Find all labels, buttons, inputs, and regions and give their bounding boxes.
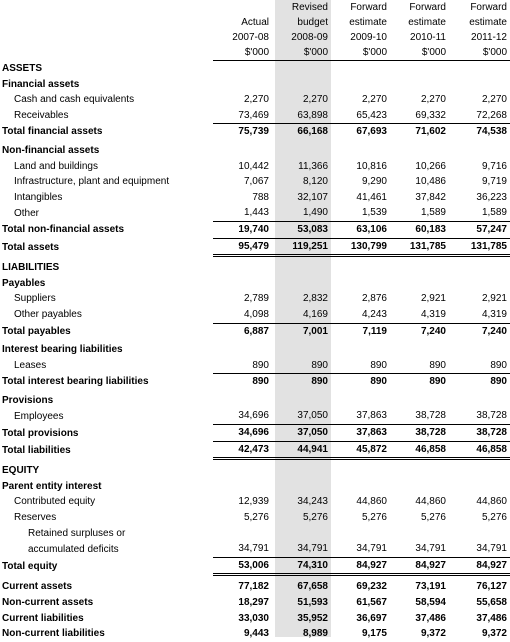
value-cell bbox=[331, 479, 390, 495]
table-row bbox=[0, 276, 510, 292]
value-cell: 7,001 bbox=[302, 325, 328, 337]
value-cell bbox=[272, 143, 331, 159]
value-cell: 7,240 bbox=[420, 325, 446, 337]
table-row bbox=[0, 494, 510, 510]
row-label: LIABILITIES bbox=[2, 262, 60, 274]
table-row bbox=[0, 425, 510, 442]
value-cell: 46,858 bbox=[449, 441, 510, 459]
value-cell: 38,728 bbox=[449, 408, 510, 424]
value-cell: 890 bbox=[429, 376, 446, 388]
value-cell: 63,106 bbox=[331, 221, 390, 238]
value-cell: 51,593 bbox=[297, 597, 328, 608]
value-cell: 10,816 bbox=[356, 160, 387, 172]
value-cell: 69,332 bbox=[390, 108, 449, 124]
table-row bbox=[0, 393, 510, 409]
value-cell: 4,319 bbox=[449, 307, 510, 323]
row-label: Total payables bbox=[2, 325, 71, 337]
value-cell: 76,127 bbox=[476, 581, 507, 593]
value-cell bbox=[449, 61, 510, 77]
table-row bbox=[0, 190, 510, 206]
table-row bbox=[0, 557, 510, 575]
value-cell bbox=[449, 393, 510, 409]
row-label: Total interest bearing liabilities bbox=[2, 376, 149, 388]
value-cell: 33,030 bbox=[238, 612, 269, 624]
value-cell: 4,243 bbox=[331, 307, 390, 323]
value-cell: 34,791 bbox=[449, 541, 510, 557]
row-label: EQUITY bbox=[2, 465, 40, 477]
value-cell: 44,860 bbox=[476, 496, 507, 508]
row-label: Retained surpluses or bbox=[28, 527, 126, 539]
value-cell bbox=[390, 463, 449, 479]
value-cell: 130,799 bbox=[331, 238, 390, 256]
header-cell: Actual bbox=[241, 17, 269, 28]
value-cell: 10,486 bbox=[415, 176, 446, 188]
value-cell: 75,739 bbox=[238, 126, 269, 138]
value-cell: 74,538 bbox=[476, 126, 507, 138]
table-row bbox=[0, 408, 510, 424]
header-cell: $'000 bbox=[331, 45, 390, 61]
value-cell bbox=[272, 61, 331, 77]
value-cell bbox=[272, 342, 331, 358]
header-cell: 2010-11 bbox=[410, 32, 446, 43]
header-cell: Revised bbox=[291, 2, 328, 13]
table-row bbox=[0, 124, 510, 140]
value-cell bbox=[449, 479, 510, 495]
value-cell bbox=[390, 61, 449, 77]
row-label: Employees bbox=[14, 410, 64, 422]
value-cell bbox=[213, 276, 272, 292]
table-row bbox=[0, 159, 510, 175]
value-cell: 73,191 bbox=[415, 581, 446, 593]
value-cell: 74,310 bbox=[272, 557, 331, 575]
value-cell bbox=[449, 463, 510, 479]
table-row bbox=[0, 205, 510, 221]
value-cell: 9,443 bbox=[243, 628, 269, 640]
value-cell bbox=[213, 479, 272, 495]
value-cell: 4,098 bbox=[213, 307, 272, 323]
value-cell bbox=[331, 143, 390, 159]
header-cell: estimate bbox=[469, 17, 507, 28]
header-cell: $'000 bbox=[272, 45, 331, 61]
value-cell bbox=[390, 393, 449, 409]
value-cell: 4,169 bbox=[272, 307, 331, 323]
table-row bbox=[0, 526, 510, 542]
row-label: Intangibles bbox=[14, 191, 63, 203]
value-cell: 9,719 bbox=[481, 176, 507, 188]
value-cell: 11,366 bbox=[298, 160, 328, 172]
value-cell: 9,716 bbox=[481, 160, 507, 172]
value-cell: 119,251 bbox=[272, 238, 331, 256]
value-cell bbox=[449, 143, 510, 159]
value-cell: 84,927 bbox=[390, 557, 449, 575]
value-cell: 10,442 bbox=[238, 160, 269, 172]
row-label: Receivables bbox=[14, 110, 69, 122]
value-cell bbox=[272, 260, 331, 276]
value-cell: 9,175 bbox=[361, 628, 387, 640]
table-row bbox=[0, 479, 510, 495]
value-cell: 890 bbox=[331, 358, 390, 374]
value-cell: 7,067 bbox=[243, 176, 269, 188]
value-cell: 7,240 bbox=[481, 325, 507, 337]
value-cell: 1,490 bbox=[272, 205, 331, 221]
value-cell: 890 bbox=[449, 358, 510, 374]
value-cell: 66,168 bbox=[297, 126, 328, 138]
value-cell: 45,872 bbox=[331, 441, 390, 459]
header-cell: estimate bbox=[408, 17, 446, 28]
row-label: Current liabilities bbox=[2, 612, 84, 624]
value-cell: 37,863 bbox=[331, 425, 390, 442]
table-row bbox=[0, 579, 510, 595]
row-label: Total financial assets bbox=[2, 126, 103, 138]
value-cell: 4,319 bbox=[390, 307, 449, 323]
value-cell bbox=[331, 260, 390, 276]
value-cell: 131,785 bbox=[390, 238, 449, 256]
row-label: Other payables bbox=[14, 309, 82, 321]
value-cell bbox=[272, 276, 331, 292]
header-row-2 bbox=[0, 15, 510, 30]
header-cell: Forward bbox=[350, 2, 387, 13]
row-label: Contributed equity bbox=[14, 496, 96, 508]
value-cell bbox=[213, 77, 272, 93]
row-label: accumulated deficits bbox=[28, 543, 119, 555]
value-cell: 9,290 bbox=[361, 176, 387, 188]
value-cell: 73,469 bbox=[213, 108, 272, 124]
row-label: Non-current liabilities bbox=[2, 628, 105, 640]
header-cell: estimate bbox=[349, 17, 387, 28]
table-row bbox=[0, 374, 510, 390]
value-cell bbox=[449, 526, 510, 542]
value-cell: 34,696 bbox=[213, 425, 272, 442]
value-cell bbox=[390, 479, 449, 495]
value-cell: 32,107 bbox=[297, 191, 328, 203]
value-cell: 36,697 bbox=[356, 612, 387, 624]
header-cell: 2008-09 bbox=[291, 32, 328, 43]
value-cell bbox=[449, 276, 510, 292]
row-label: Cash and cash equivalents bbox=[14, 94, 135, 106]
value-cell: 34,791 bbox=[213, 541, 272, 557]
value-cell: 7,119 bbox=[362, 325, 387, 337]
value-cell bbox=[331, 463, 390, 479]
value-cell: 37,863 bbox=[331, 408, 390, 424]
value-cell: 69,232 bbox=[356, 581, 387, 593]
table-row bbox=[0, 358, 510, 374]
table-row bbox=[0, 342, 510, 358]
row-label: Financial assets bbox=[2, 78, 80, 90]
value-cell: 38,728 bbox=[390, 425, 449, 442]
value-cell bbox=[390, 260, 449, 276]
table-row bbox=[0, 61, 510, 77]
row-label: Total equity bbox=[2, 561, 58, 573]
value-cell: 53,083 bbox=[272, 221, 331, 238]
value-cell: 44,860 bbox=[356, 496, 387, 508]
row-label: Total assets bbox=[2, 242, 60, 254]
row-label: Total provisions bbox=[2, 427, 79, 439]
value-cell: 72,268 bbox=[449, 108, 510, 124]
value-cell: 8,120 bbox=[302, 176, 328, 188]
header-cell: 2011-12 bbox=[471, 32, 507, 43]
value-cell: 60,183 bbox=[390, 221, 449, 238]
row-label: Other bbox=[14, 207, 40, 219]
row-label: Non-current assets bbox=[2, 597, 94, 608]
value-cell bbox=[331, 77, 390, 93]
value-cell: 2,270 bbox=[481, 94, 507, 106]
value-cell: 55,658 bbox=[476, 597, 507, 608]
value-cell bbox=[390, 77, 449, 93]
value-cell: 67,693 bbox=[356, 126, 387, 138]
table-row bbox=[0, 307, 510, 323]
value-cell: 2,832 bbox=[302, 293, 328, 305]
value-cell bbox=[272, 77, 331, 93]
header-cell: Forward bbox=[470, 2, 507, 13]
table-row bbox=[0, 260, 510, 276]
value-cell: 19,740 bbox=[213, 221, 272, 238]
value-cell: 890 bbox=[311, 376, 328, 388]
value-cell: 1,443 bbox=[213, 205, 272, 221]
header-cell: 2009-10 bbox=[350, 32, 387, 43]
value-cell: 35,952 bbox=[297, 612, 328, 624]
value-cell: 58,594 bbox=[415, 597, 446, 608]
value-cell: 34,696 bbox=[213, 408, 272, 424]
row-label: Provisions bbox=[2, 394, 54, 406]
value-cell: 9,372 bbox=[481, 628, 507, 640]
table-row bbox=[0, 108, 510, 124]
value-cell: 67,658 bbox=[297, 581, 328, 593]
table-row bbox=[0, 611, 510, 627]
value-cell: 63,898 bbox=[272, 108, 331, 124]
value-cell: 890 bbox=[370, 376, 387, 388]
value-cell: 42,473 bbox=[213, 441, 272, 459]
value-cell: 37,486 bbox=[415, 612, 446, 624]
value-cell bbox=[213, 260, 272, 276]
header-row-4 bbox=[0, 45, 510, 61]
value-cell: 2,921 bbox=[481, 293, 507, 305]
table-row bbox=[0, 510, 510, 526]
value-cell: 41,461 bbox=[356, 191, 387, 203]
value-cell: 9,372 bbox=[420, 628, 446, 640]
header-cell: Forward bbox=[409, 2, 446, 13]
value-cell: 5,276 bbox=[420, 512, 446, 524]
header-cell: $'000 bbox=[213, 45, 272, 61]
value-cell: 788 bbox=[252, 191, 269, 203]
row-label: Total non-financial assets bbox=[2, 224, 125, 236]
value-cell: 37,050 bbox=[272, 408, 331, 424]
header-cell: $'000 bbox=[449, 45, 510, 61]
table-row bbox=[0, 143, 510, 159]
value-cell: 2,876 bbox=[361, 293, 387, 305]
value-cell: 37,486 bbox=[476, 612, 507, 624]
value-cell: 71,602 bbox=[415, 126, 446, 138]
header-row-3 bbox=[0, 30, 510, 45]
value-cell: 131,785 bbox=[449, 238, 510, 256]
header-cell: budget bbox=[297, 17, 328, 28]
table-row bbox=[0, 463, 510, 479]
value-cell: 890 bbox=[252, 376, 269, 388]
table-row bbox=[0, 291, 510, 307]
value-cell bbox=[272, 393, 331, 409]
value-cell: 84,927 bbox=[449, 557, 510, 575]
value-cell: 61,567 bbox=[356, 597, 387, 608]
value-cell: 10,266 bbox=[415, 160, 446, 172]
table-row bbox=[0, 221, 510, 238]
value-cell: 890 bbox=[272, 358, 331, 374]
value-cell: 2,921 bbox=[420, 293, 446, 305]
value-cell: 34,791 bbox=[331, 541, 390, 557]
value-cell: 44,941 bbox=[272, 441, 331, 459]
value-cell: 95,479 bbox=[213, 238, 272, 256]
value-cell: 34,791 bbox=[390, 541, 449, 557]
row-label: Parent entity interest bbox=[2, 480, 102, 492]
value-cell bbox=[331, 342, 390, 358]
value-cell: 890 bbox=[390, 358, 449, 374]
value-cell: 5,276 bbox=[243, 512, 269, 524]
value-cell: 2,270 bbox=[243, 94, 269, 106]
value-cell: 46,858 bbox=[390, 441, 449, 459]
value-cell: 6,887 bbox=[243, 325, 269, 337]
value-cell: 34,243 bbox=[297, 496, 328, 508]
table-row bbox=[0, 441, 510, 459]
table-row bbox=[0, 541, 510, 557]
value-cell: 2,270 bbox=[361, 94, 387, 106]
table-row bbox=[0, 626, 510, 642]
value-cell: 2,270 bbox=[302, 94, 328, 106]
table-row bbox=[0, 238, 510, 256]
value-cell bbox=[390, 276, 449, 292]
value-cell bbox=[213, 143, 272, 159]
value-cell: 5,276 bbox=[481, 512, 507, 524]
value-cell: 8,989 bbox=[302, 628, 328, 640]
row-label: Leases bbox=[14, 360, 47, 372]
table-row bbox=[0, 323, 510, 339]
value-cell: 890 bbox=[490, 376, 507, 388]
header-cell: $'000 bbox=[390, 45, 449, 61]
value-cell: 18,297 bbox=[238, 597, 269, 608]
value-cell: 34,791 bbox=[272, 541, 331, 557]
row-label: Land and buildings bbox=[14, 160, 98, 172]
value-cell: 37,050 bbox=[272, 425, 331, 442]
header-row-1 bbox=[0, 0, 510, 15]
value-cell bbox=[272, 526, 331, 542]
value-cell: 77,182 bbox=[238, 581, 269, 593]
table-row bbox=[0, 174, 510, 190]
value-cell bbox=[331, 393, 390, 409]
table-row bbox=[0, 77, 510, 93]
value-cell bbox=[213, 526, 272, 542]
value-cell: 2,270 bbox=[420, 94, 446, 106]
value-cell bbox=[331, 526, 390, 542]
value-cell bbox=[272, 479, 331, 495]
row-label: Current assets bbox=[2, 581, 73, 593]
value-cell bbox=[449, 342, 510, 358]
table-row bbox=[0, 595, 510, 611]
value-cell: 37,842 bbox=[415, 191, 446, 203]
value-cell: 84,927 bbox=[331, 557, 390, 575]
value-cell bbox=[213, 393, 272, 409]
value-cell: 890 bbox=[213, 358, 272, 374]
value-cell: 1,539 bbox=[331, 205, 390, 221]
value-cell: 57,247 bbox=[449, 221, 510, 238]
value-cell: 38,728 bbox=[449, 425, 510, 442]
row-label: Suppliers bbox=[14, 293, 56, 305]
value-cell bbox=[390, 143, 449, 159]
value-cell: 1,589 bbox=[390, 205, 449, 221]
value-cell: 53,006 bbox=[213, 557, 272, 575]
row-label: Total liabilities bbox=[2, 445, 71, 457]
header-cell: 2007-08 bbox=[232, 32, 269, 43]
value-cell bbox=[449, 260, 510, 276]
value-cell bbox=[390, 342, 449, 358]
row-label: Non-financial assets bbox=[2, 144, 100, 156]
value-cell bbox=[213, 342, 272, 358]
value-cell: 12,939 bbox=[238, 496, 269, 508]
value-cell: 36,223 bbox=[476, 191, 507, 203]
value-cell: 5,276 bbox=[302, 512, 328, 524]
value-cell: 2,789 bbox=[243, 293, 269, 305]
row-label: Infrastructure, plant and equipment bbox=[14, 176, 170, 188]
value-cell bbox=[331, 61, 390, 77]
value-cell bbox=[272, 463, 331, 479]
value-cell bbox=[331, 276, 390, 292]
value-cell: 5,276 bbox=[361, 512, 387, 524]
value-cell bbox=[449, 77, 510, 93]
row-label: ASSETS bbox=[2, 63, 43, 74]
value-cell: 65,423 bbox=[331, 108, 390, 124]
value-cell bbox=[213, 61, 272, 77]
value-cell: 38,728 bbox=[390, 408, 449, 424]
row-label: Reserves bbox=[14, 512, 57, 524]
value-cell: 44,860 bbox=[415, 496, 446, 508]
value-cell bbox=[213, 463, 272, 479]
value-cell bbox=[390, 526, 449, 542]
value-cell: 1,589 bbox=[449, 205, 510, 221]
row-label: Payables bbox=[2, 277, 46, 289]
table-row bbox=[0, 92, 510, 108]
header-cell bbox=[213, 0, 272, 15]
row-label: Interest bearing liabilities bbox=[2, 344, 123, 356]
